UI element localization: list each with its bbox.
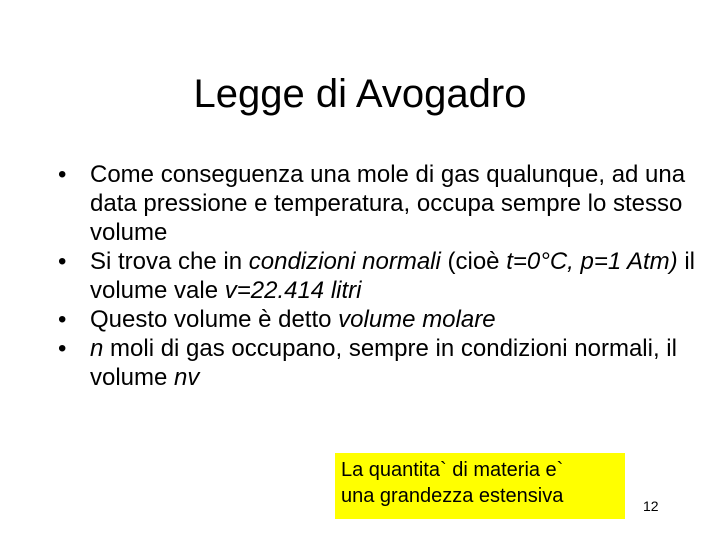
highlight-note (335, 453, 625, 519)
bullet-item-3 (58, 305, 698, 334)
bullet-text-part: moli di gas occupano, sempre in condizioni normali, il volume (90, 335, 677, 391)
bullet-text-italic: condizioni normali (248, 248, 441, 275)
bullet-text-italic: v=22.414 litri (224, 277, 362, 304)
bullet-item-2 (58, 247, 698, 305)
bullet-text-part: (cioè (440, 248, 507, 275)
bullet-text-italic: n (90, 335, 104, 362)
bullet-text (90, 306, 496, 333)
bullet-list (58, 160, 698, 392)
bullet-text-part: Si trova che in (90, 248, 249, 275)
bullet-text (90, 248, 695, 304)
bullet-text-part: il volume vale (90, 248, 695, 304)
bullet-text-part: Questo volume è detto (90, 306, 339, 333)
bullet-text-italic: nv (174, 364, 200, 391)
bullet-item-1 (58, 160, 698, 247)
bullet-symbol: • (58, 161, 67, 188)
page-number: 12 (643, 498, 659, 514)
note-line: una grandezza estensiva (341, 485, 564, 507)
bullet-text-italic: volume molare (338, 306, 496, 333)
bullet-symbol: • (58, 248, 67, 275)
note-line: La quantita` di materia e` (341, 459, 564, 481)
bullet-text (90, 335, 677, 391)
slide-title: Legge di Avogadro (193, 72, 527, 116)
bullet-text (90, 161, 685, 246)
bullet-text-part: Come conseguenza una mole di gas qualunque, ad una data pressione e temperatura, occupa sempre lo stesso volume (90, 161, 686, 246)
bullet-symbol: • (58, 335, 67, 362)
bullet-item-4 (58, 334, 698, 392)
bullet-symbol: • (58, 306, 67, 333)
bullet-text-italic: t=0°C, p=1 Atm) (506, 248, 678, 275)
